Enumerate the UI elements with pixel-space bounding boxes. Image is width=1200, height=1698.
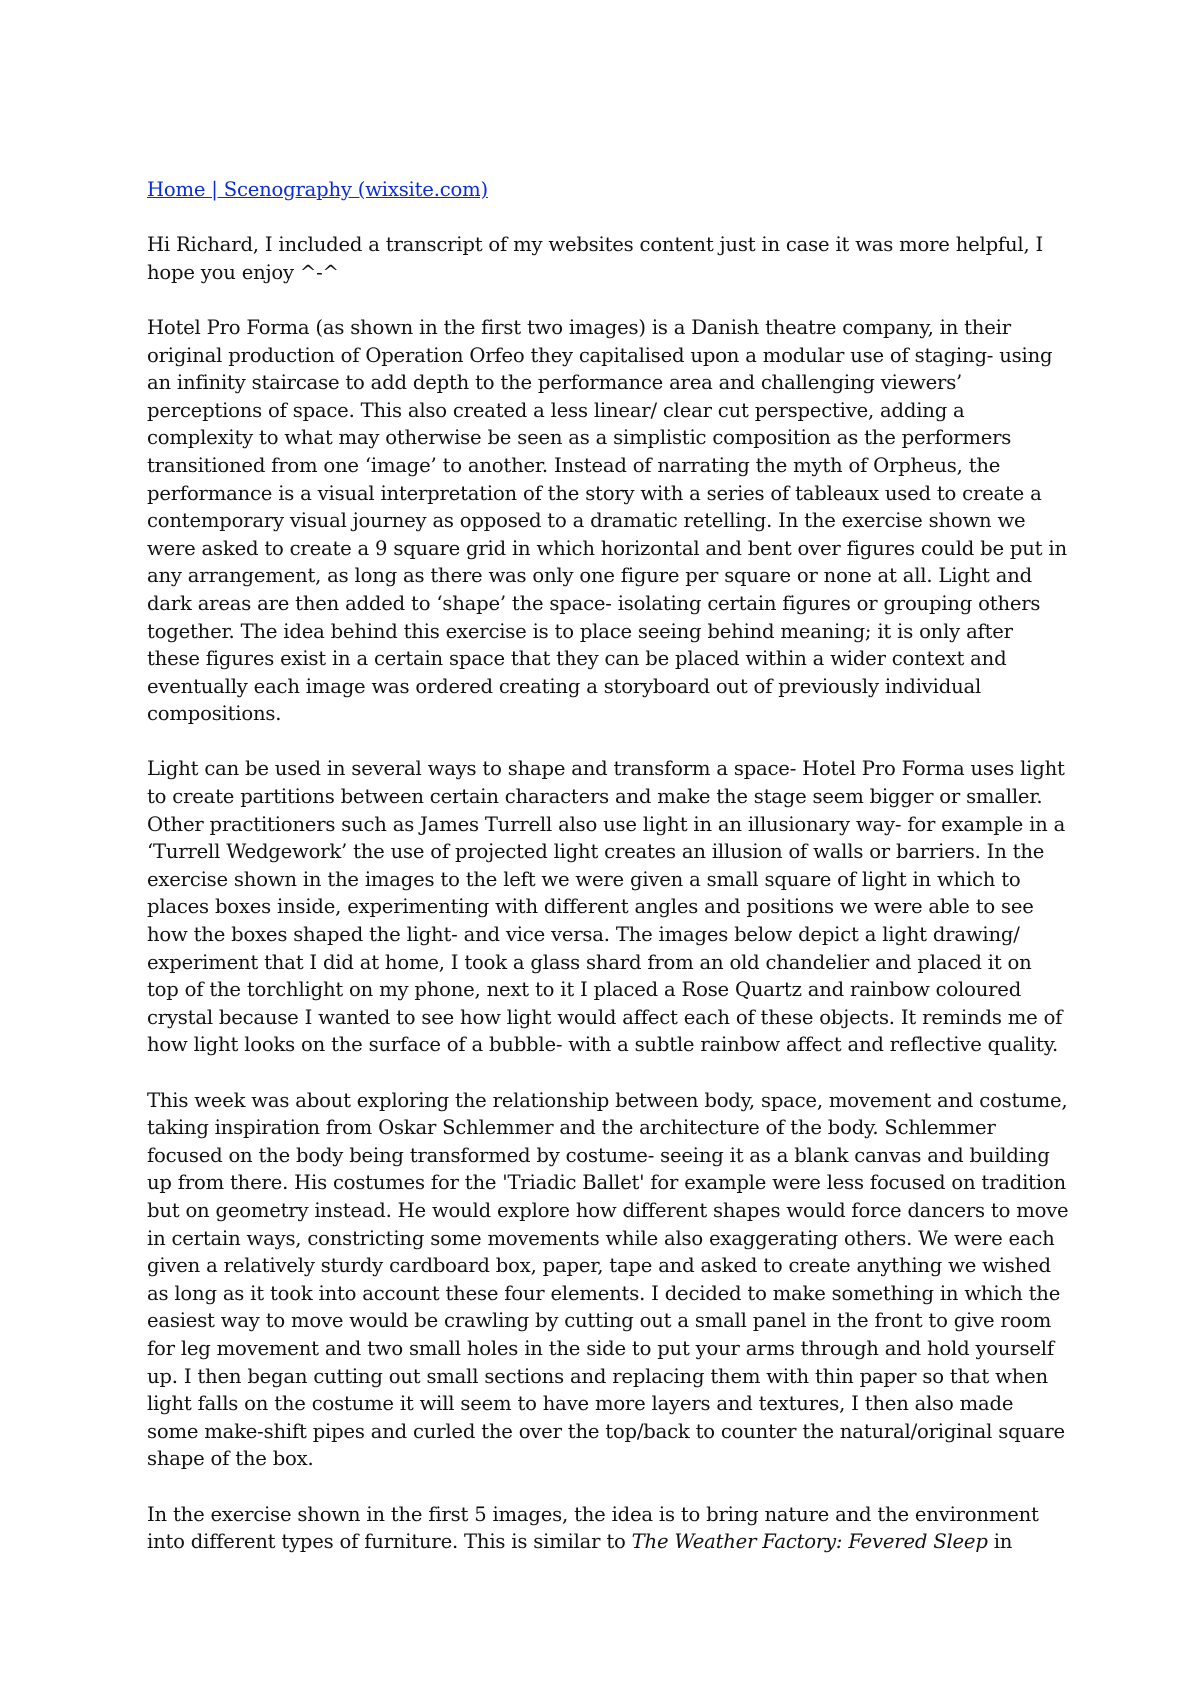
link-paragraph: [147, 176, 1069, 204]
nature-text-before: In the exercise shown in the first 5 images, the idea is to bring nature and the environment into different types of furniture. This is similar to: [147, 1502, 1039, 1554]
website-link[interactable]: Home | Scenography (wixsite.com): [147, 178, 488, 201]
document-body: [147, 176, 1069, 1583]
costume-paragraph: This week was about exploring the relationship between body, space, movement and costume, taking inspiration from Oskar Schlemmer and the architecture of the body. Schlemmer focused on the body being transformed by costume- seeing it as a blank canvas and building up from there. His costumes for the 'Triadic Ballet' for example were less focused on tradition but on geometry instead. He would explore how different shapes would force dancers to move in certain ways, constricting some movements while also exaggerating others. We were each given a relatively sturdy cardboard box, paper, tape and asked to create anything we wished as long as it took into account these four elements. I decided to make something in which the easiest way to move would be crawling by cutting out a small panel in the front to give room for leg movement and two small holes in the side to put your arms through and hold yourself up. I then began cutting out small sections and replacing them with thin paper so that when light falls on the costume it will seem to have more layers and textures, I then also made some make-shift pipes and curled the over the top/back to counter the natural/original square shape of the box.: [147, 1088, 1069, 1471]
light-paragraph: Light can be used in several ways to shape and transform a space- Hotel Pro Forma uses light to create partitions between certain characters and make the stage seem bigger or smaller. Other practitioners such as James Turrell also use light in an illusionary way- for example in a ‘Turrell Wedgework’ the use of projected light creates an illusion of walls or barriers. In the exercise shown in the images to the left we were given a small square of light in which to places boxes inside, experimenting with different angles and positions we were able to see how the boxes shaped the light- and vice versa. The images below depict a light drawing/ experiment that I did at home, I took a glass shard from an old chandelier and placed it on top of the torchlight on my phone, next to it I placed a Rose Quartz and rainbow coloured crystal because I wanted to see how light would affect each of these objects. It reminds me of how light looks on the surface of a bubble- with a subtle rainbow affect and reflective quality.: [147, 757, 1066, 1057]
greeting-paragraph: Hi Richard, I included a transcript of my websites content just in case it was more helpful, I hope you enjoy ^-^: [147, 233, 1044, 284]
weather-factory-title: The Weather Factory: Fevered Sleep: [631, 1530, 988, 1554]
hotel-pro-forma-paragraph: Hotel Pro Forma (as shown in the first two images) is a Danish theatre company, in their original production of Operation Orfeo they capitalised upon a modular use of staging- using an infinity staircase to add depth to the performance area and challenging viewers’ perceptions of space. This also created a less linear/ clear cut perspective, adding a complexity to what may otherwise be seen as a simplistic composition as the performers transitioned from one ‘image’ to another. Instead of narrating the myth of Orpheus, the performance is a visual interpretation of the story with a series of tableaux used to create a contemporary visual journey as opposed to a dramatic retelling. In the exercise shown we were asked to create a 9 square grid in which horizontal and bent over figures could be put in any arrangement, as long as there was only one figure per square or none at all. Light and dark areas are then added to ‘shape’ the space- isolating certain figures or grouping others together. The idea behind this exercise is to place seeing behind meaning; it is only after these figures exist in a certain space that they can be placed within a wider context and eventually each image was ordered creating a storyboard out of previously individual compositions.: [147, 315, 1067, 726]
nature-text-after: in: [987, 1530, 1013, 1554]
nature-furniture-paragraph: [147, 1501, 1069, 1556]
